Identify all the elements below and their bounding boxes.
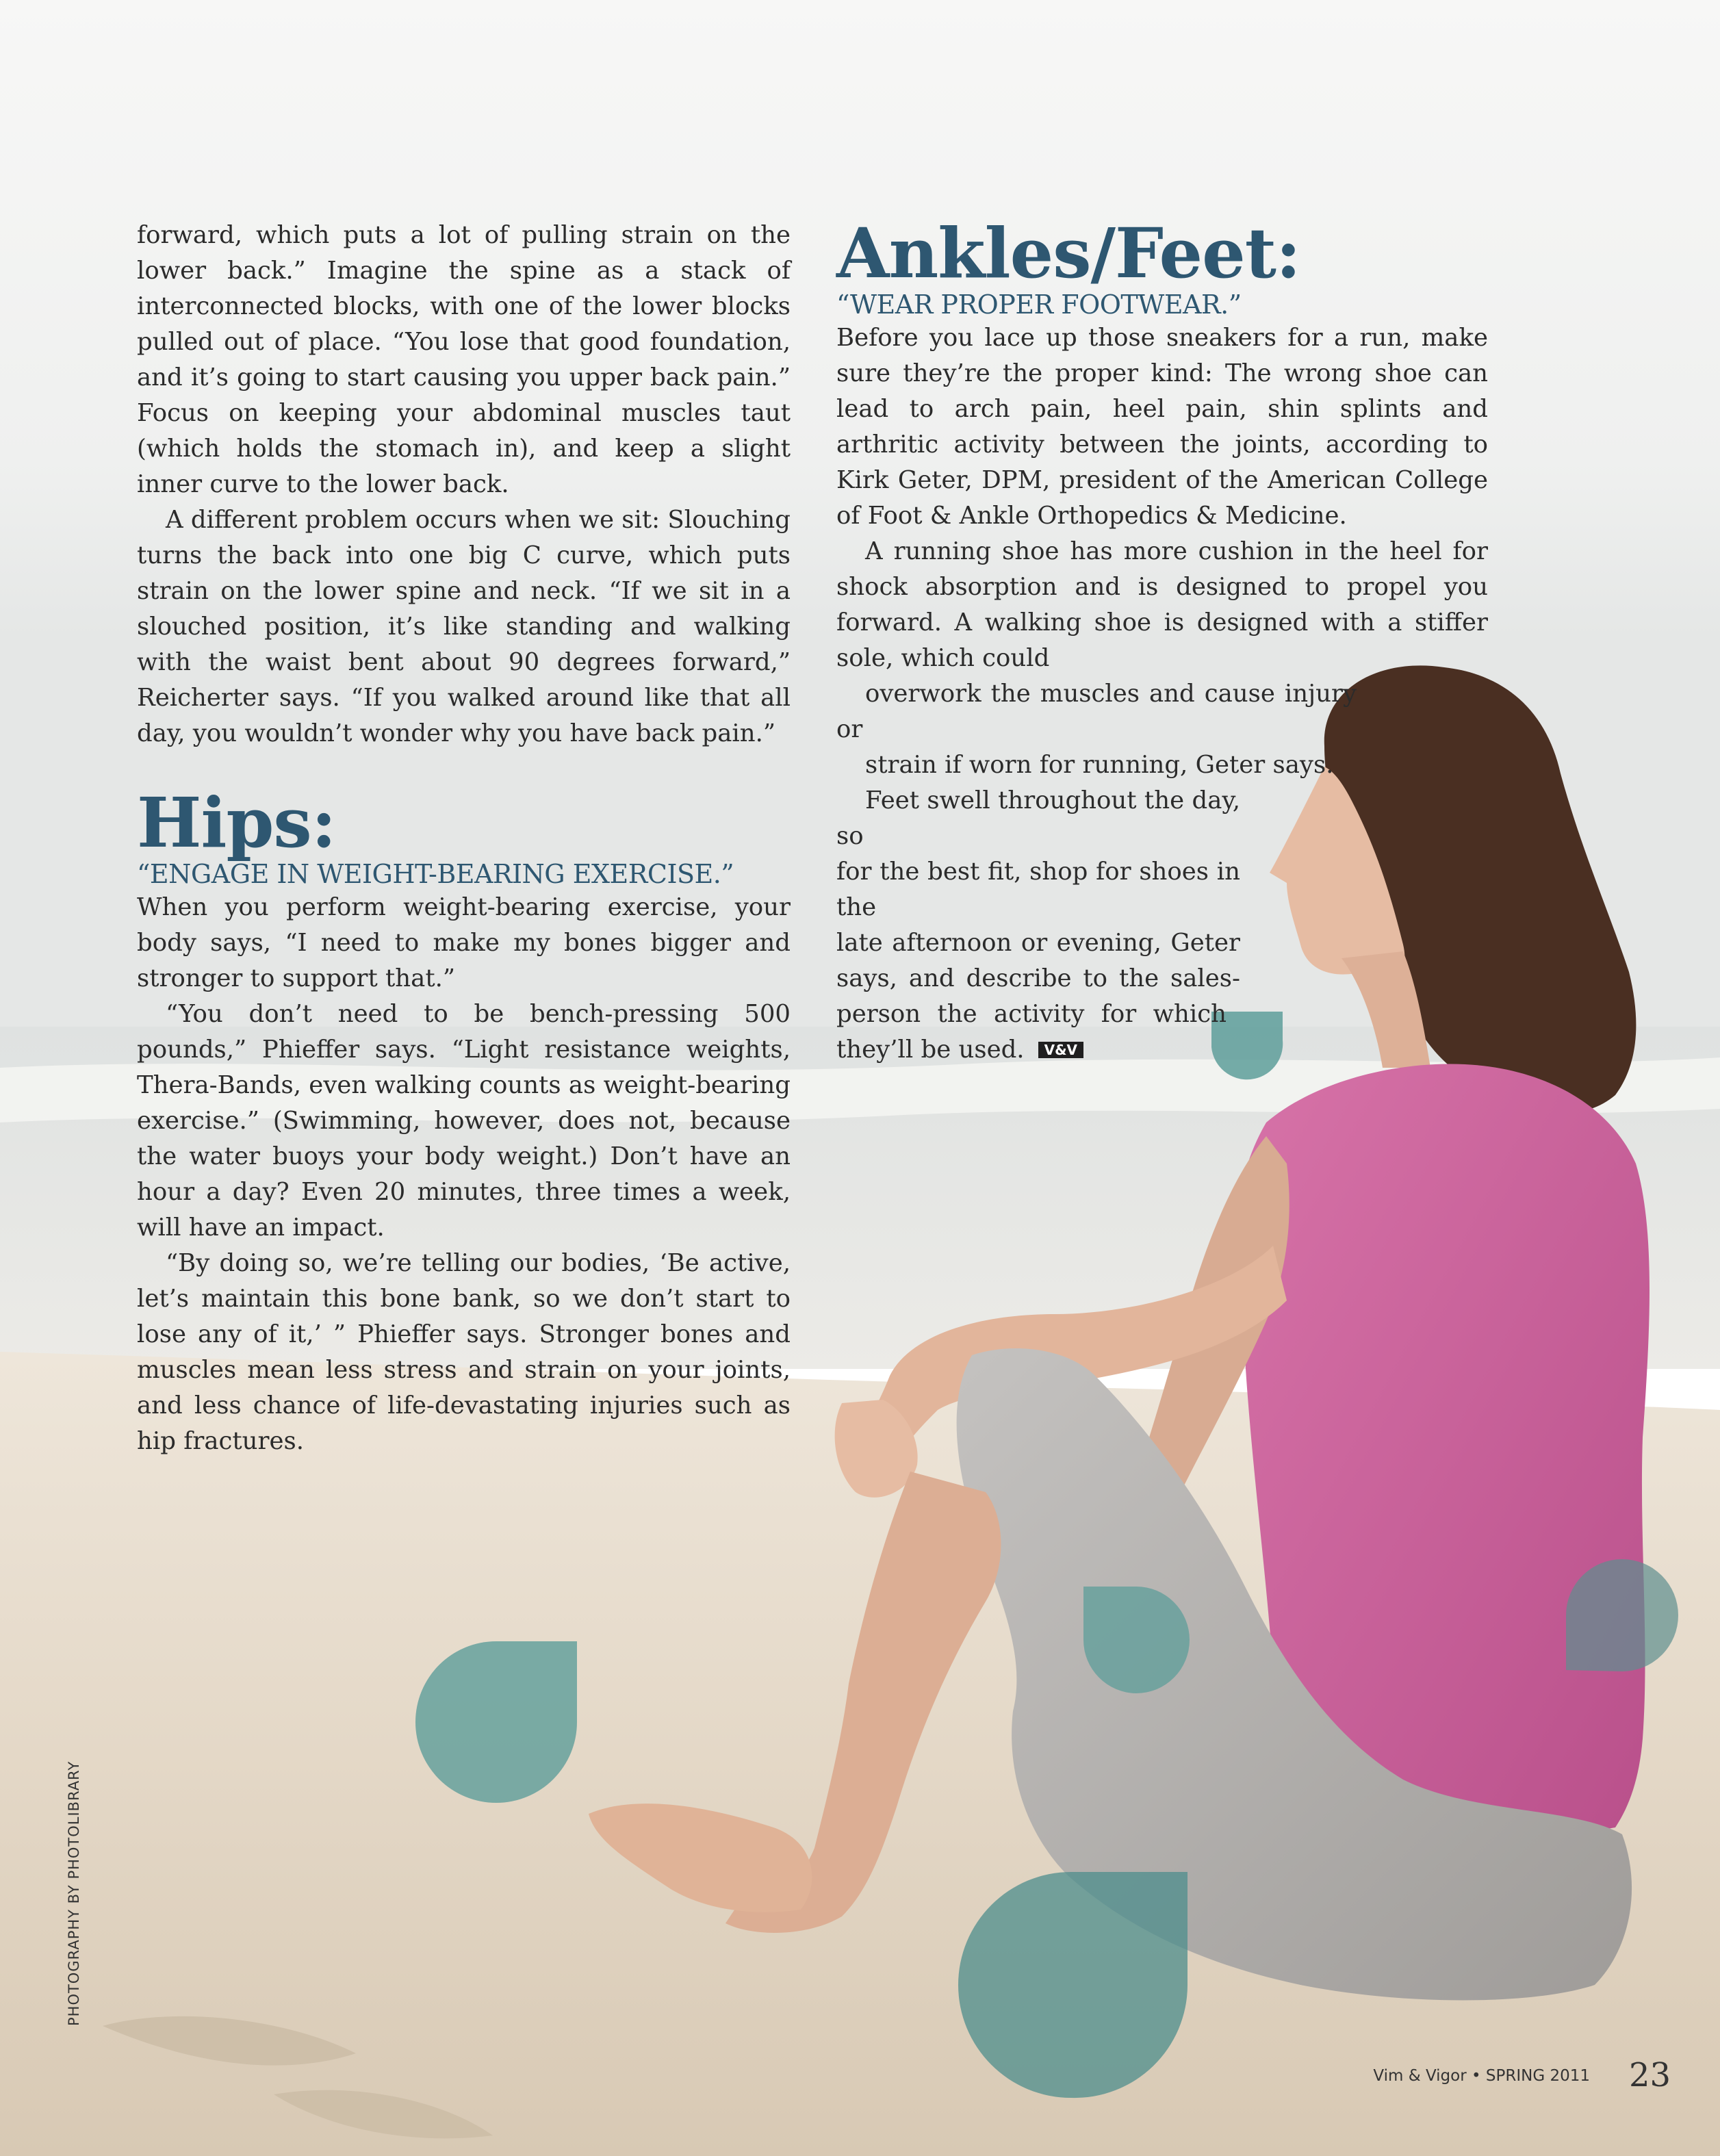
hips-paragraph-2: “You don’t need to be bench-pressing 500 pounds,” Phieffer says. “Light resistance weights, Thera-Bands, even walking counts as weight-bearing exercise.” (Swimming, however, does not, because the water buoys your body weight.) Don’t have an hour a day? Even 20 minutes, three times a week, will have an impact. [137, 1000, 791, 1242]
issue-label: SPRING 2011 [1485, 2067, 1590, 2085]
end-mark: V&V [1038, 1042, 1083, 1058]
hips-subheading: “ENGAGE IN WEIGHT-BEARING EXERCISE.” [137, 859, 734, 889]
teal-leaf-bottom [958, 1872, 1188, 2098]
ankles-heading: Ankles/Feet: [836, 213, 1300, 294]
footer-separator: • [1472, 2067, 1481, 2085]
page-footer [1373, 2067, 1590, 2085]
paragraph-3-line: person the activity for which [836, 1000, 1227, 1028]
sitting-paragraph: A different problem occurs when we sit: Slouching turns the back into one big C curve, which puts strain on the lower spine and neck. “If we sit in a slouched position, it’s like standing and walking with the waist bent about 90 degrees forward,” Reicherter says. “If you walked around like that all day, you wouldn’t wonder why you have back pain.” [137, 506, 791, 747]
paragraph-2-line: strain if worn for running, Geter says. [865, 751, 1334, 779]
paragraph-3-line: late afternoon or evening, Geter [836, 929, 1240, 957]
paragraph-3-last-line [836, 1032, 1240, 1068]
right-column [836, 213, 1488, 1068]
teal-leaf-mid [1083, 1587, 1190, 1693]
paragraph-3-line: Feet swell throughout the day, so [836, 786, 1240, 850]
page-number: 23 [1629, 2056, 1671, 2094]
paragraph-2-text: A running shoe has more cushion in the heel for shock absorption and is designed to propel you forward. A walking shoe is designed with a stiffer sole, which could [836, 537, 1488, 672]
hips-paragraph-1: When you perform weight-bearing exercise, your body says, “I need to make my bones bigger and stronger to support that.” [137, 893, 791, 992]
hips-heading: Hips: [137, 782, 336, 863]
ankles-paragraph-2 [836, 534, 1488, 783]
photo-credit: PHOTOGRAPHY BY PHOTOLIBRARY [66, 1760, 82, 2026]
paragraph-2-line: overwork the muscles and cause injury or [836, 680, 1357, 743]
paragraph-3-line: says, and describe to the sales- [836, 964, 1240, 992]
ankles-subheading: “WEAR PROPER FOOTWEAR.” [836, 290, 1242, 320]
paragraph-3-line: for the best fit, shop for shoes in the [836, 858, 1240, 921]
hips-paragraph-3: “By doing so, we’re telling our bodies, ‘Be active, let’s maintain this bone bank, so we don’t start to lose any of it,’ ” Phieffer says. Stronger bones and muscles mean less stress and strain on your joints, and less chance of life-devastating injuries such as hip fractures. [137, 1249, 791, 1455]
teal-leaf-left [415, 1641, 577, 1803]
left-column [137, 218, 791, 1459]
ankles-paragraph-1: Before you lace up those sneakers for a run, make sure they’re the proper kind: The wrong shoe can lead to arch pain, heel pain, shin splints and arthritic activity between the joints, according to Kirk Geter, DPM, president of the American College of Foot & Ankle Orthopedics & Medicine. [836, 324, 1488, 530]
paragraph-3-line: they’ll be used. [836, 1036, 1025, 1064]
teal-leaf-right [1566, 1559, 1678, 1671]
intro-paragraph: forward, which puts a lot of pulling strain on the lower back.” Imagine the spine as a stack of interconnected blocks, with one of the lower blocks pulled out of place. “You lose that good foundation, and it’s going to start causing you upper back pain.” Focus on keeping your abdominal muscles taut (which holds the stomach in), and keep a slight inner curve to the lower back. [137, 221, 791, 498]
magazine-name: Vim & Vigor [1373, 2067, 1467, 2085]
hips-section [137, 782, 791, 1459]
ankles-paragraph-3 [836, 783, 1240, 1068]
